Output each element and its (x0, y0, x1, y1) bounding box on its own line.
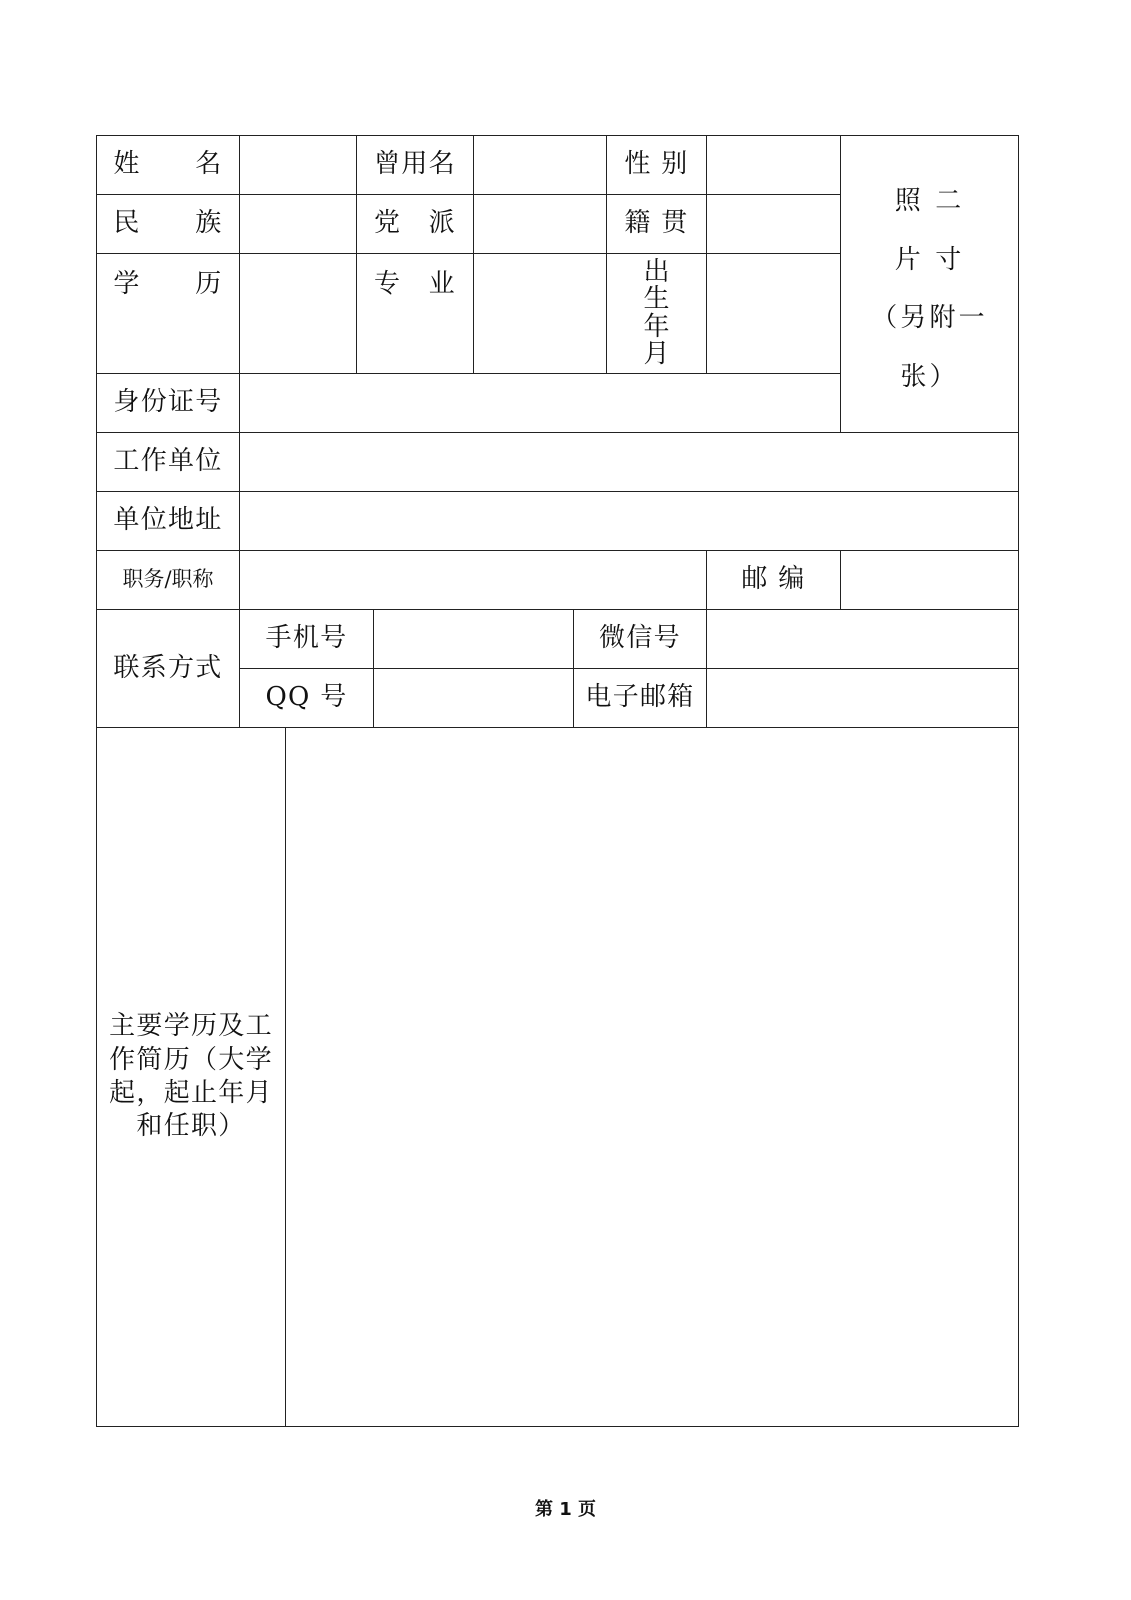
wechat-label: 微信号 (573, 609, 707, 669)
resume-field[interactable] (285, 727, 1019, 1427)
birth-date-field[interactable] (706, 253, 841, 374)
major-field[interactable] (473, 253, 607, 374)
gender-field[interactable] (706, 135, 841, 195)
id-number-label: 身份证号 (96, 373, 240, 433)
contact-label: 联系方式 (96, 609, 240, 728)
photo-box[interactable] (840, 135, 1019, 433)
ethnicity-label: 民 族 (96, 194, 240, 254)
native-place-field[interactable] (706, 194, 841, 254)
name-label: 姓 名 (96, 135, 240, 195)
wechat-field[interactable] (706, 609, 1019, 669)
email-label: 电子邮箱 (573, 668, 707, 728)
employer-field[interactable] (239, 432, 1019, 492)
photo-label-line4: 张） (900, 361, 959, 392)
id-number-field[interactable] (239, 373, 841, 433)
email-field[interactable] (706, 668, 1019, 728)
party-field[interactable] (473, 194, 607, 254)
name-field[interactable] (239, 135, 357, 195)
former-name-field[interactable] (473, 135, 607, 195)
birth-label-char-4: 月 (643, 338, 670, 369)
birth-date-label (606, 253, 707, 374)
gender-label: 性 别 (606, 135, 707, 195)
position-field[interactable] (239, 550, 707, 610)
former-name-label: 曾用名 (356, 135, 474, 195)
native-place-label: 籍 贯 (606, 194, 707, 254)
birth-label-char-3: 年 (643, 311, 670, 342)
postcode-label: 邮 编 (706, 550, 841, 610)
employer-label: 工作单位 (96, 432, 240, 492)
major-label: 专 业 (356, 253, 474, 374)
ethnicity-field[interactable] (239, 194, 357, 254)
employer-address-label: 单位地址 (96, 491, 240, 551)
resume-label: 主要学历及工作简历（大学起，起止年月和任职） (96, 727, 286, 1427)
party-label: 党 派 (356, 194, 474, 254)
qq-field[interactable] (373, 668, 574, 728)
photo-label-line1: 照 二 (894, 186, 965, 216)
mobile-label: 手机号 (239, 609, 374, 669)
page-number: 第 1 页 (534, 1499, 597, 1520)
postcode-field[interactable] (840, 550, 1019, 610)
education-label: 学 历 (96, 253, 240, 374)
employer-address-field[interactable] (239, 491, 1019, 551)
photo-label-line3: （另附一 (871, 303, 988, 333)
birth-label-char-2: 生 (643, 284, 670, 315)
birth-label-char-1: 出 (643, 256, 670, 287)
qq-label: QQ 号 (239, 668, 374, 728)
photo-label-line2: 片 寸 (894, 244, 965, 275)
education-field[interactable] (239, 253, 357, 374)
mobile-field[interactable] (373, 609, 574, 669)
position-label: 职务/职称 (96, 550, 240, 610)
